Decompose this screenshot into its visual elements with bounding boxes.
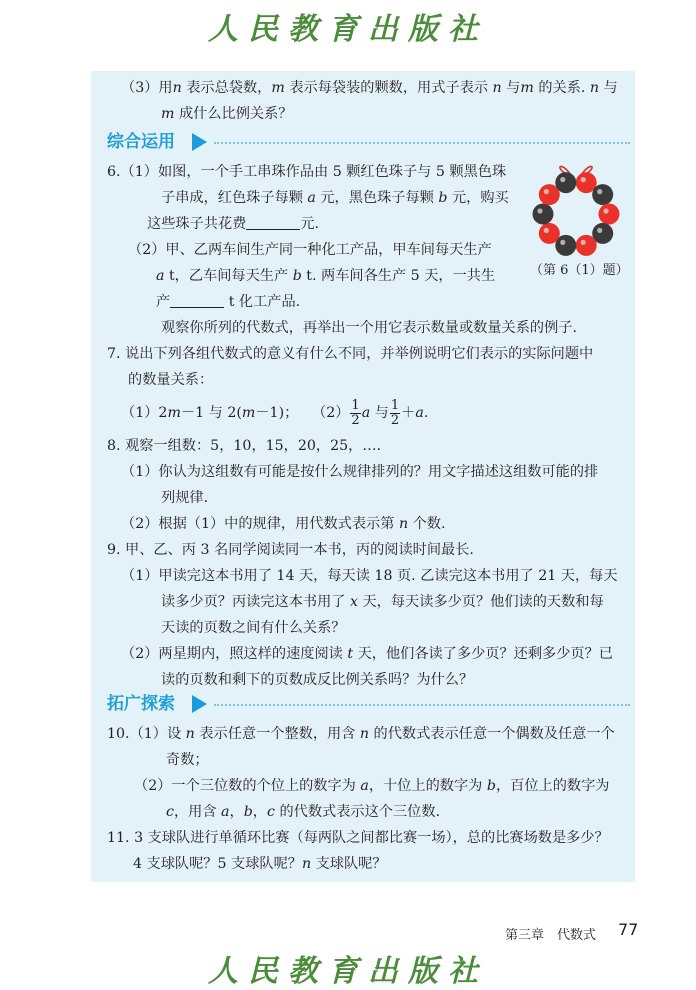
bead-highlight bbox=[537, 208, 542, 213]
fraction: $\frac{1}{2}$ bbox=[390, 397, 400, 428]
figure-caption: （第 6（1）题） bbox=[530, 263, 629, 278]
q9-part-1-line-3: 天读的页数之间有什么关系？ bbox=[161, 620, 346, 636]
q9-part-1-line-1: （1）甲读完这本书用了 14 天，每天读 18 页. 乙读完这本书用了 21 天，每天 bbox=[121, 568, 618, 584]
bead-highlight bbox=[603, 208, 608, 213]
bead-highlight bbox=[544, 228, 549, 233]
q10-part-1-line-2: 奇数； bbox=[166, 752, 209, 768]
red-bead bbox=[539, 223, 560, 244]
q6-2-line-1: （2）甲、乙两车间生产同一种化工产品，甲车间每天生产 bbox=[128, 242, 492, 258]
fraction: $\frac{1}{2}$ bbox=[351, 397, 360, 428]
section-arrow-icon bbox=[192, 133, 207, 151]
section-title-zonghe: 综合运用 bbox=[107, 132, 175, 152]
q11-line-1: 11. 3 支球队进行单循环比赛（每两队之间都比赛一场），总的比赛场数是多少？ bbox=[107, 830, 609, 846]
q6-observe: 观察你所列的代数式，再举出一个用它表示数量或数量关系的例子. bbox=[161, 320, 577, 336]
q9-part-1-line-2: 读多少页？丙读完这本书用了 x 天，每天读多少页？他们读的天数和每 bbox=[161, 594, 604, 610]
q9-part-2-line-1: （2）两星期内，照这样的速度阅读 t 天，他们各读了多少页？还剩多少页？已 bbox=[121, 646, 613, 662]
section-arrow-icon bbox=[192, 695, 207, 713]
q10-part-1-line-1: 10.（1）设 n 表示任意一个整数，用含 n 的代数式表示任意一个偶数及任意一个 bbox=[107, 726, 615, 742]
red-bead bbox=[599, 204, 620, 225]
bead-highlight bbox=[597, 228, 602, 233]
bead-highlight bbox=[581, 240, 586, 245]
q10-part-2-line-1: （2）一个三位数的个位上的数字为 a，十位上的数字为 b，百位上的数字为 bbox=[134, 778, 610, 794]
black-bead bbox=[555, 172, 576, 193]
q7-part-1: （1）2m－1 与 2(m－1)； bbox=[121, 405, 299, 421]
q6-1-line-2: 子串成，红色珠子每颗 a 元，黑色珠子每颗 b 元，购买 bbox=[161, 190, 509, 206]
red-bead bbox=[576, 235, 597, 256]
bead-highlight bbox=[560, 240, 565, 245]
black-bead bbox=[592, 184, 613, 205]
q8-part-1-line-2: 列规律. bbox=[161, 490, 209, 506]
q3-line-2: m 成什么比例关系？ bbox=[161, 106, 293, 122]
section-title-tuoguang: 拓广探索 bbox=[107, 694, 175, 714]
q7-line-2: 的数量关系： bbox=[128, 372, 214, 388]
q9-part-2-line-2: 读的页数和剩下的页数成反比例关系吗？为什么？ bbox=[161, 672, 474, 688]
publisher-logo-top: 人民教育出版社 bbox=[208, 12, 488, 47]
chapter-label: 第三章 代数式 bbox=[505, 928, 597, 943]
q11-line-2: 4 支球队呢？5 支球队呢？n 支球队呢？ bbox=[133, 856, 387, 872]
q9-line-1: 9. 甲、乙、丙 3 名同学阅读同一本书，丙的阅读时间最长. bbox=[107, 542, 474, 558]
q8-part-1-line-1: （1）你认为这组数有可能是按什么规律排列的？用文字描述这组数可能的排 bbox=[121, 464, 599, 480]
answer-blank bbox=[170, 294, 224, 308]
bead-bracelet-figure bbox=[526, 160, 626, 258]
q8-part-2: （2）根据（1）中的规律，用代数式表示第 n 个数. bbox=[121, 516, 446, 532]
section-divider bbox=[214, 142, 630, 144]
section-divider bbox=[214, 704, 630, 706]
publisher-logo-bottom: 人民教育出版社 bbox=[208, 954, 488, 989]
q6-2-line-2: a t，乙车间每天生产 b t. 两车间各生产 5 天，一共生 bbox=[156, 268, 496, 284]
q6-2-line-3: 产 t 化工产品. bbox=[156, 294, 301, 310]
q10-part-2-line-2: c，用含 a，b，c 的代数式表示这个三位数. bbox=[166, 804, 441, 820]
bead-highlight bbox=[581, 177, 586, 182]
answer-blank bbox=[246, 216, 300, 230]
bead-highlight bbox=[560, 177, 565, 182]
q6-1-line-1: 6.（1）如图，一个手工串珠作品由 5 颗红色珠子与 5 颗黑色珠 bbox=[107, 164, 507, 180]
bead-highlight bbox=[544, 189, 549, 194]
bead-highlight bbox=[597, 189, 602, 194]
q7-line-1: 7. 说出下列各组代数式的意义有什么不同，并举例说明它们表示的实际问题中 bbox=[107, 346, 594, 362]
q7-part-2: （2） $\frac{1}{2}$ a 与 $\frac{1}{2}$ ＋a. bbox=[312, 397, 429, 428]
q8-line-1: 8. 观察一组数：5，10，15，20，25，…. bbox=[107, 438, 382, 454]
black-bead bbox=[533, 204, 554, 225]
page-number: 77 bbox=[618, 920, 639, 939]
q3-line-1: （3）用n 表示总袋数，m 表示每袋装的颗数，用式子表示 n 与m 的关系. n 与 bbox=[121, 80, 618, 96]
q6-1-line-3: 这些珠子共花费 元. bbox=[147, 216, 320, 232]
